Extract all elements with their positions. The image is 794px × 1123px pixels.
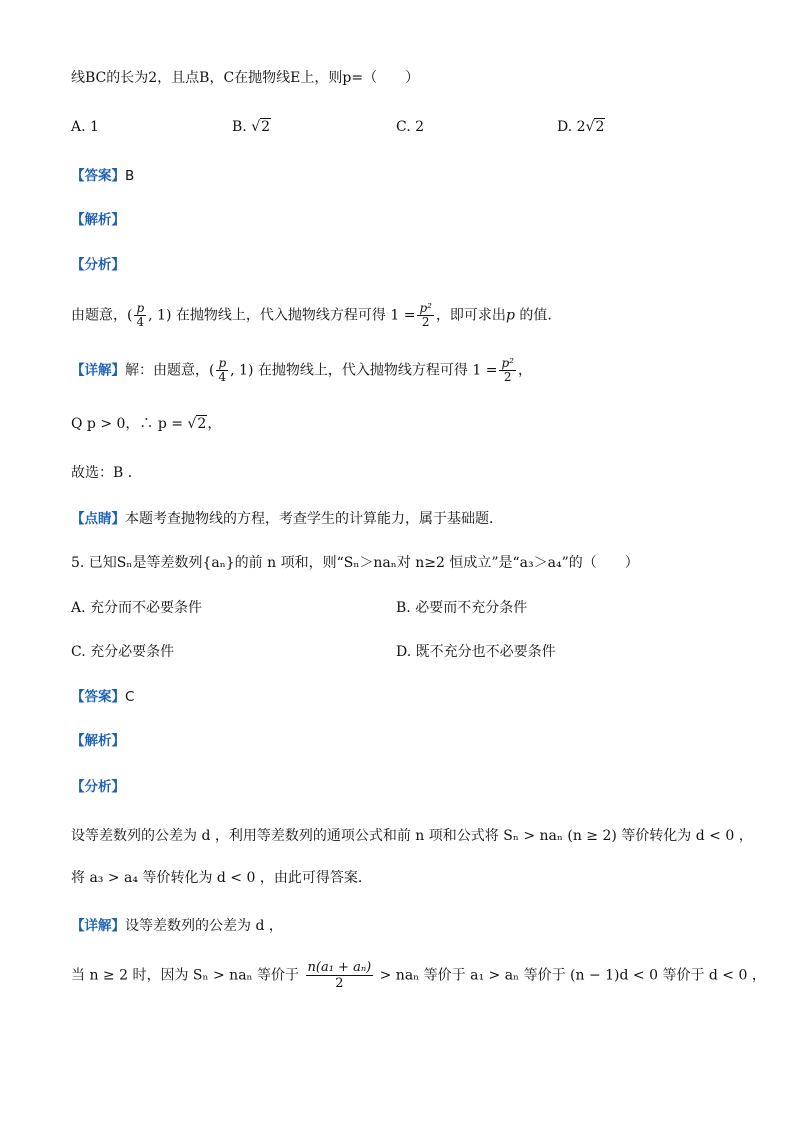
- fraction-p-over-4: $\frac{p}{4}$: [136, 301, 145, 329]
- fenxi-line-1-q5: 设等差数列的公差为 d ，利用等差数列的通项公式和前 n 项和公式将 Sₙ > naₙ (n ≥ 2) 等价转化为 d < 0 ，: [71, 828, 753, 844]
- fenxi-line-2-q5: 将 a₃ > a₄ 等价转化为 d < 0 ，由此可得答案.: [71, 870, 363, 886]
- option-b: B. 必要而不充分条件: [396, 600, 528, 616]
- question-4-stem: 线BC的长为2，且点B，C在抛物线E上，则p=（ ）: [71, 70, 420, 86]
- answer-row-q5: 【答案】C: [71, 689, 135, 705]
- detail-tag: 【详解】: [71, 362, 125, 379]
- answer-tag: 【答案】: [71, 689, 125, 705]
- answer-row-q4: 【答案】B: [71, 168, 135, 184]
- analysis-tag-q4: 【解析】: [71, 212, 125, 228]
- option-c: C. 充分必要条件: [71, 644, 175, 660]
- analysis-tag-q5: 【解析】: [71, 733, 125, 749]
- option-a: A. 1: [71, 119, 99, 135]
- sqrt-symbol: √2: [251, 119, 271, 135]
- fenxi-text-q4: 由题意，( $\frac{p}{4}$ , 1) 在抛物线上，代入抛物线方程可得 1 = $\frac{\text{p²}}{2}$ ，即可求出p 的值.: [71, 301, 552, 329]
- fraction-p2-over-2: $\frac{\text{p²}}{2}$: [419, 301, 432, 329]
- option-b: B. √2: [232, 119, 271, 135]
- fraction-sum-over-2: $\frac{\text{n(a₁ + aₙ)}}{2}$: [307, 960, 372, 991]
- detail-text-q4: 【详解】解：由题意，( $\frac{p}{4}$ , 1) 在抛物线上，代入抛物线方程可得 1 = $\frac{\text{p²}}{2}$ ，: [71, 356, 532, 384]
- detail-q5: 【详解】设等差数列的公差为 d ，: [71, 918, 283, 934]
- option-d: D. 既不充分也不必要条件: [396, 644, 556, 660]
- step-q4: Q p > 0，∴ p = √2，: [71, 416, 222, 432]
- comment-tag: 【点睛】: [71, 511, 125, 527]
- fenxi-tag-q4: 【分析】: [71, 257, 125, 273]
- fraction-p-over-4: $\frac{p}{4}$: [218, 356, 227, 384]
- comment-q4: 【点睛】本题考查抛物线的方程，考查学生的计算能力，属于基础题．: [71, 511, 503, 527]
- option-a: A. 充分而不必要条件: [71, 600, 203, 616]
- fenxi-tag-q5: 【分析】: [71, 779, 125, 795]
- detail-tag: 【详解】: [71, 918, 125, 934]
- question-5-stem: 5. 已知Sₙ是等差数列{aₙ}的前 n 项和，则“Sₙ＞naₙ对 n≥2 恒成立”是“a₃＞a₄”的（ ）: [71, 555, 639, 571]
- last-line-q5: 当 n ≥ 2 时，因为 Sₙ > naₙ 等价于 $\frac{\text{n(a₁ + aₙ)}}{2}$ > naₙ 等价于 a₁ > aₙ 等价于 (n − 1)d < 0 等价于 d < 0 ，: [71, 960, 766, 991]
- sqrt-symbol: √2: [585, 119, 605, 135]
- option-c: C. 2: [396, 119, 425, 135]
- option-d: D. 2√2: [557, 119, 605, 135]
- choose-q4: 故选：B ．: [71, 465, 142, 481]
- fraction-p2-over-2: $\frac{\text{p²}}{2}$: [501, 356, 514, 384]
- sqrt-symbol: √2: [187, 416, 207, 432]
- answer-tag: 【答案】: [71, 168, 125, 184]
